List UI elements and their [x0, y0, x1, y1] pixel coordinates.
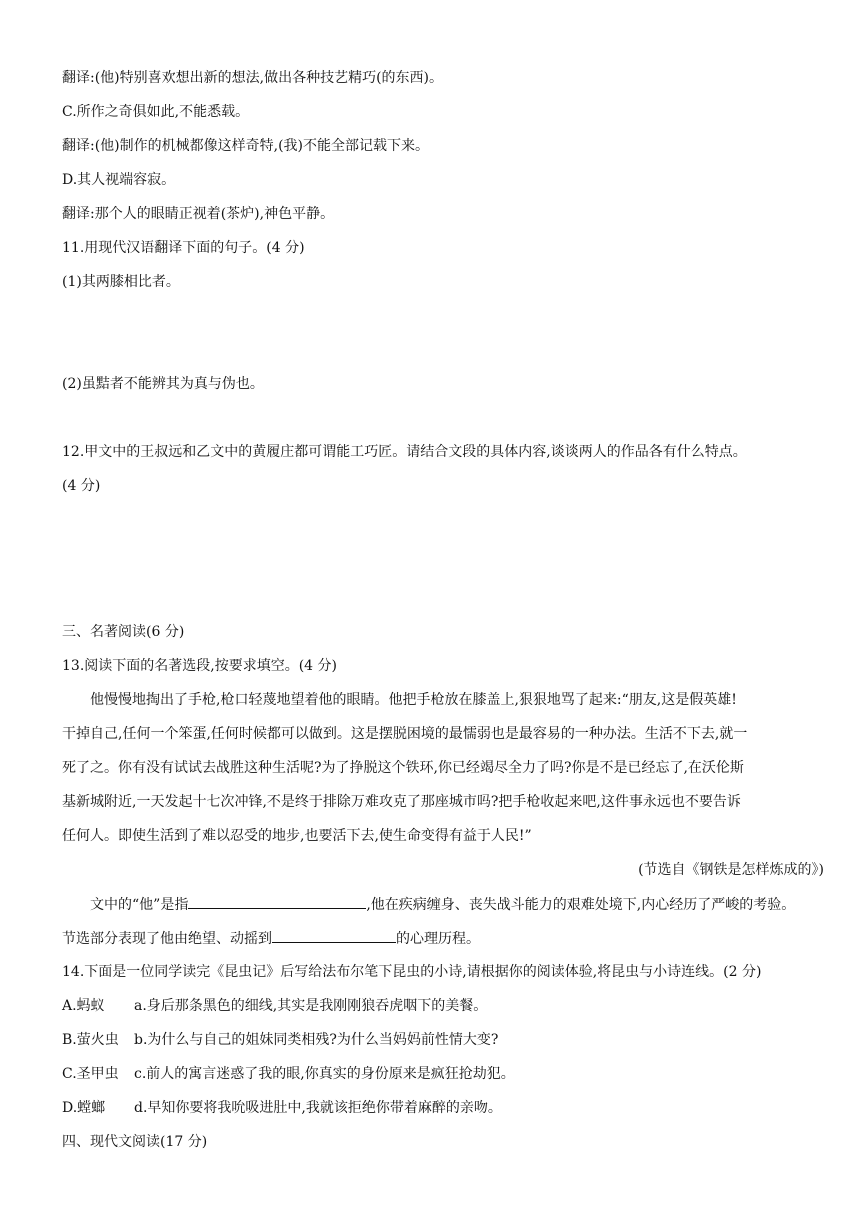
- match-row-d: [62, 1098, 502, 1118]
- section-3-heading: 三、名著阅读(6 分): [62, 624, 185, 640]
- answer-blank-1[interactable]: [188, 894, 366, 909]
- translation-c: 翻译:(他)制作的机械都像这样奇特,(我)不能全部记载下来。: [62, 138, 430, 154]
- fill-line-2: [62, 928, 480, 949]
- fill-line-2-text-b: 的心理历程。: [396, 931, 480, 947]
- question-14: 14.下面是一位同学读完《昆虫记》后写给法布尔笔下昆虫的小诗,请根据你的阅读体验,将昆虫与小诗连线。(2 分): [62, 964, 762, 980]
- poem-option-b: b.为什么与自己的姐妹同类相残?为什么当妈妈前性情大变?: [134, 1032, 499, 1048]
- match-row-b: [62, 1030, 498, 1050]
- insect-option-c: C.圣甲虫: [62, 1066, 119, 1082]
- insect-option-d: D.螳螂: [62, 1100, 106, 1116]
- passage-line-3: 死了之。你有没有试试去战胜这种生活呢?为了挣脱这个铁环,你已经竭尽全力了吗?你是不是已经忘了,在沃伦斯: [62, 760, 744, 776]
- passage-line-2: 干掉自己,任何一个笨蛋,任何时候都可以做到。这是摆脱困境的最懦弱也是最容易的一种办法。生活不下去,就一: [62, 726, 748, 742]
- option-d: D.其人视端容寂。: [62, 172, 176, 188]
- insect-option-b: B.萤火虫: [62, 1032, 119, 1048]
- passage-line-4: 基新城附近,一天发起十七次冲锋,不是终于排除万难攻克了那座城市吗?把手枪收起来吧,这件事永远也不要告诉: [62, 794, 741, 810]
- fill-line-1-text-a: 文中的“他”是指: [90, 897, 189, 913]
- answer-blank-2[interactable]: [272, 928, 396, 943]
- poem-option-d: d.早知你要将我吮吸进肚中,我就该拒绝你带着麻醉的亲吻。: [134, 1100, 502, 1116]
- translation-d: 翻译:那个人的眼睛正视着(茶炉),神色平静。: [62, 206, 335, 222]
- passage-source: (节选自《钢铁是怎样炼成的》): [638, 862, 824, 878]
- fill-line-1-text-b: ,他在疾病缠身、丧失战斗能力的艰难处境下,内心经历了严峻的考验。: [366, 897, 796, 913]
- fill-line-2-text-a: 节选部分表现了他由绝望、动摇到: [62, 931, 272, 947]
- question-11-item-1: (1)其两膝相比者。: [62, 274, 180, 290]
- question-11: 11.用现代汉语翻译下面的句子。(4 分): [62, 240, 305, 256]
- translation-b: 翻译:(他)特别喜欢想出新的想法,做出各种技艺精巧(的东西)。: [62, 70, 444, 86]
- fill-line-1: [90, 894, 795, 915]
- insect-option-a: A.蚂蚁: [62, 998, 105, 1014]
- match-row-a: [62, 996, 487, 1016]
- passage-line-5: 任何人。即使生活到了难以忍受的地步,也要活下去,使生命变得有益于人民!”: [62, 828, 532, 844]
- question-12: 12.甲文中的王叔远和乙文中的黄履庄都可谓能工巧匠。请结合文段的具体内容,谈谈两人的作品各有什么特点。: [62, 444, 747, 460]
- poem-option-a: a.身后那条黑色的细线,其实是我刚刚狼吞虎咽下的美餐。: [134, 998, 488, 1014]
- passage-line-1: 他慢慢地掏出了手枪,枪口轻蔑地望着他的眼睛。他把手枪放在膝盖上,狠狠地骂了起来:“朋友,这是假英雄!: [90, 692, 737, 708]
- match-row-c: [62, 1064, 515, 1084]
- question-13: 13.阅读下面的名著选段,按要求填空。(4 分): [62, 658, 337, 674]
- question-12-points: (4 分): [62, 478, 101, 494]
- poem-option-c: c.前人的寓言迷惑了我的眼,你真实的身份原来是疯狂抢劫犯。: [134, 1066, 515, 1082]
- section-4-heading: 四、现代文阅读(17 分): [62, 1134, 208, 1150]
- option-c: C.所作之奇俱如此,不能悉载。: [62, 104, 250, 120]
- question-11-item-2: (2)虽黠者不能辨其为真与伪也。: [62, 376, 264, 392]
